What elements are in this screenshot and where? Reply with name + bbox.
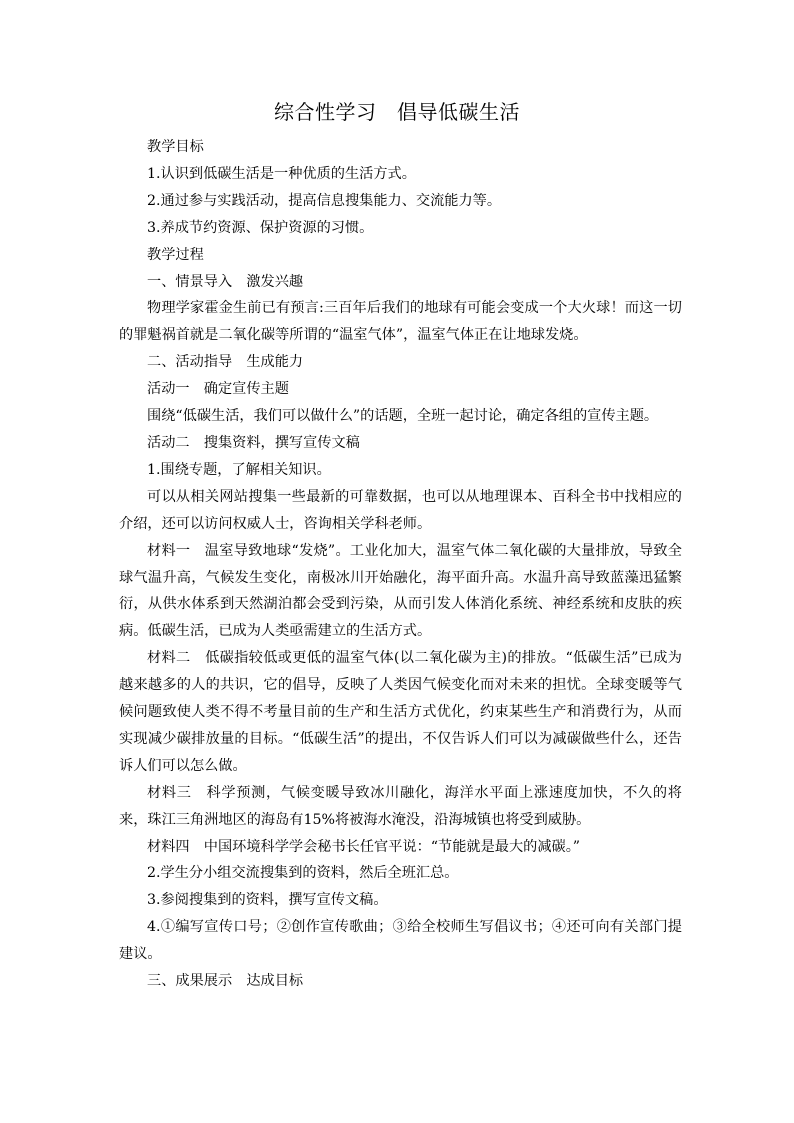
material-paragraph: 材料二 低碳指较低或更低的温室气体(以二氧化碳为主)的排放。“低碳生活”已成为越来越多的人的共识，它的倡导，反映了人类因气候变化而对未来的担忧。全球变暖等气候问题致使人类不得不考量目前的生产和生活方式优化，约束某些生产和消费行为，从而实现减少碳排放量的目标。“低碳生活”的提出，不仅告诉人们可以为减碳做些什么，还告诉人们可以怎么做。 <box>119 650 682 774</box>
body-paragraph: 物理学家霍金生前已有预言:三百年后我们的地球有可能会变成一个大火球！而这一切的罪魁祸首就是二氧化碳等所谓的“温室气体”，温室气体正在让地球发烧。 <box>119 300 682 344</box>
material-paragraph: 材料四 中国环境科学学会秘书长任官平说：“节能就是最大的减碳。” <box>147 838 581 855</box>
step-item: 4.①编写宣传口号；②创作宣传歌曲；③给全校师生写倡议书；④还可向有关部门提建议。 <box>119 919 682 963</box>
material-paragraph: 材料一 温室导致地球“发烧”。工业化加大，温室气体二氧化碳的大量排放，导致全球气温升高，气候发生变化，南极冰川开始融化，海平面升高。水温升高导致蓝藻迅猛繁衍，从供水体系到天然湖泊都会受到污染，从而引发人体消化系统、神经系统和皮肤的疾病。低碳生活，已成为人类亟需建立的生活方式。 <box>119 542 682 640</box>
subsection-heading: 一、情景导入 激发兴趣 <box>147 273 304 290</box>
step-item: 1.围绕专题，了解相关知识。 <box>147 461 331 478</box>
section-heading-process: 教学过程 <box>147 246 204 263</box>
subsection-heading: 二、活动指导 生成能力 <box>147 354 304 371</box>
body-paragraph: 围绕“低碳生活，我们可以做什么”的话题，全班一起讨论，确定各组的宣传主题。 <box>147 408 659 425</box>
body-paragraph: 可以从相关网站搜集一些最新的可靠数据，也可以从地理课本、百科全书中找相应的介绍，还可以访问权威人士，咨询相关学科老师。 <box>119 488 682 532</box>
section-heading-objectives: 教学目标 <box>147 139 204 155</box>
objective-item: 2.通过参与实践活动，提高信息搜集能力、交流能力等。 <box>147 192 502 209</box>
subsection-heading: 三、成果展示 达成目标 <box>147 973 304 990</box>
step-item: 2.学生分小组交流搜集到的资料，然后全班汇总。 <box>147 865 459 882</box>
document-title: 综合性学习 倡导低碳生活 <box>274 100 520 124</box>
objective-item: 1.认识到低碳生活是一种优质的生活方式。 <box>147 165 416 182</box>
activity-heading: 活动一 确定宣传主题 <box>147 381 289 398</box>
activity-heading: 活动二 搜集资料，撰写宣传文稿 <box>147 434 360 451</box>
material-paragraph: 材料三 科学预测，气候变暖导致冰川融化，海洋水平面上涨速度加快，不久的将来，珠江三角洲地区的海岛有15%将被海水淹没，沿海城镇也将受到威胁。 <box>119 784 682 828</box>
document-body <box>119 134 682 995</box>
objective-item: 3.养成节约资源、保护资源的习惯。 <box>147 219 374 236</box>
step-item: 3.参阅搜集到的资料，撰写宣传文稿。 <box>147 892 388 909</box>
